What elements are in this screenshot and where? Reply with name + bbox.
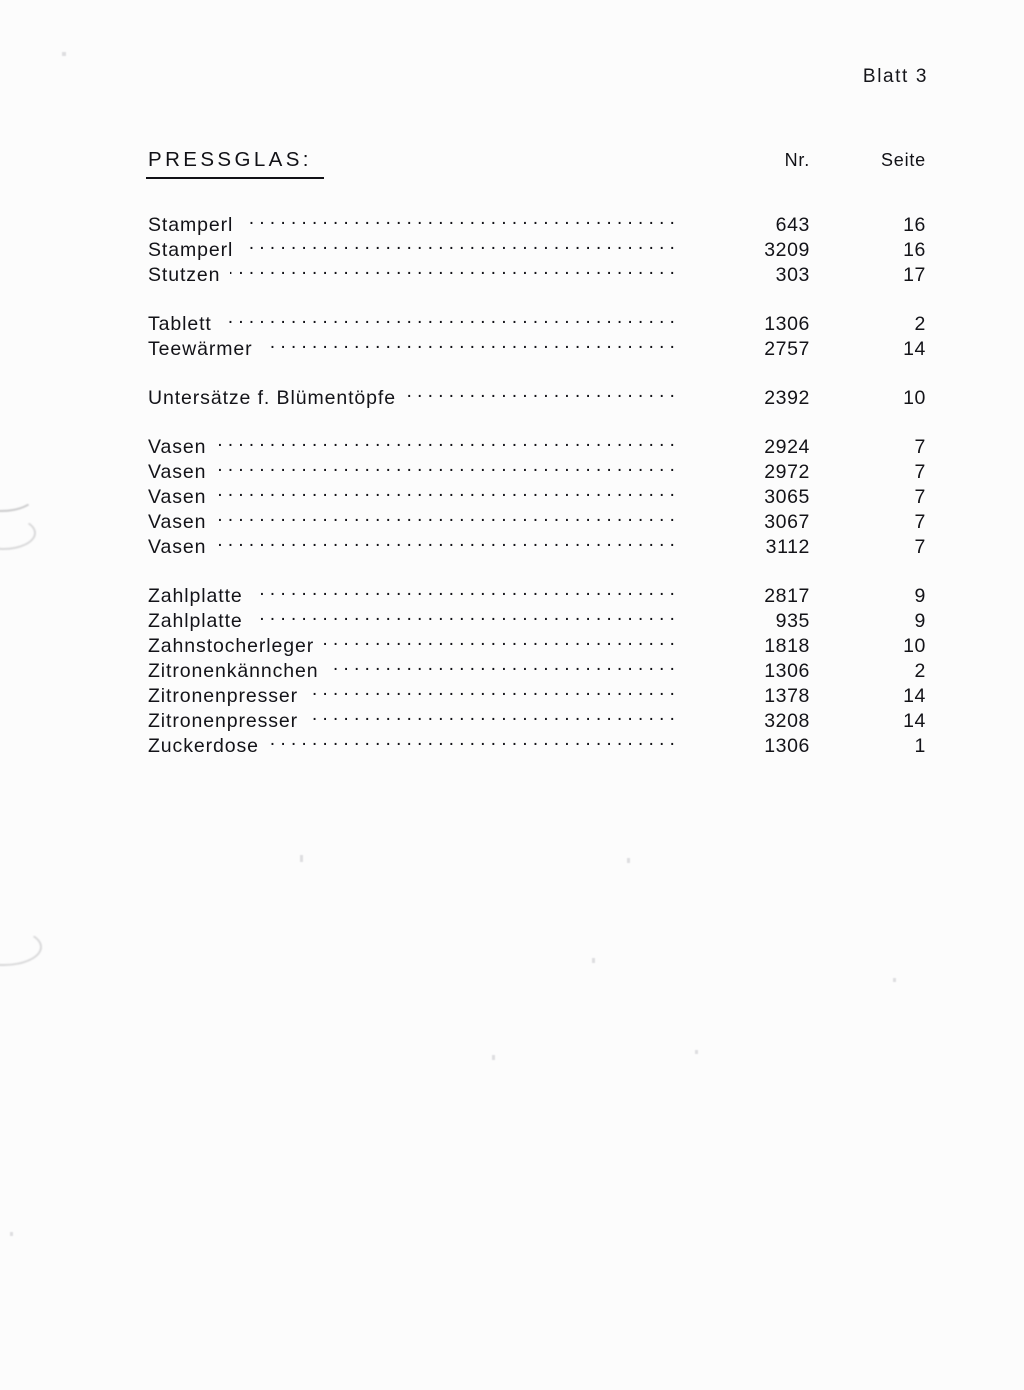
toc-group (0, 585, 1024, 760)
entry-nr: 643 (775, 214, 810, 236)
entry-seite: 14 (903, 685, 926, 707)
entry-label: Vasen (148, 436, 207, 458)
entry-label: Teewärmer (148, 338, 253, 360)
table-row (0, 338, 1024, 363)
entry-nr: 2924 (764, 436, 810, 458)
table-row (0, 313, 1024, 338)
entry-nr: 1306 (764, 735, 810, 757)
table-row (0, 585, 1024, 610)
dot-leader (253, 586, 680, 602)
column-header-nr: Nr. (784, 150, 810, 170)
entry-seite: 16 (903, 239, 926, 261)
entry-nr: 1818 (764, 635, 810, 657)
table-row (0, 610, 1024, 635)
scan-speck-2 (627, 858, 630, 863)
toc-group (0, 214, 1024, 289)
entry-label: Zahlplatte (148, 585, 243, 607)
entry-nr: 3112 (765, 536, 810, 558)
scan-speck-6 (695, 1050, 698, 1054)
dot-leader (329, 661, 680, 677)
entry-nr: 2972 (764, 461, 810, 483)
dot-leader (222, 314, 680, 330)
table-row (0, 536, 1024, 561)
table-row (0, 511, 1024, 536)
entry-seite: 7 (914, 461, 926, 483)
dot-leader (243, 215, 680, 231)
toc-header-row (0, 148, 1024, 182)
table-row (0, 486, 1024, 511)
dot-leader (216, 462, 680, 478)
entry-nr: 1306 (764, 660, 810, 682)
entry-seite: 9 (914, 610, 926, 632)
page-title: PRESSGLAS: (148, 148, 312, 171)
entry-seite: 7 (914, 486, 926, 508)
table-row (0, 461, 1024, 486)
entry-label: Vasen (148, 461, 207, 483)
entry-nr: 2757 (764, 338, 810, 360)
dot-leader (308, 711, 680, 727)
dot-leader (253, 611, 680, 627)
dot-leader (406, 388, 680, 404)
entry-nr: 3067 (764, 511, 810, 533)
table-row (0, 264, 1024, 289)
entry-label: Zitronenkännchen (148, 660, 319, 682)
entry-seite: 2 (914, 660, 926, 682)
entry-nr: 2817 (764, 585, 810, 607)
table-of-contents (0, 148, 1024, 760)
entry-seite: 14 (903, 338, 926, 360)
dot-leader (269, 736, 680, 752)
entry-seite: 2 (914, 313, 926, 335)
entry-seite: 10 (903, 387, 926, 409)
entry-seite: 9 (914, 585, 926, 607)
entry-label: Zahnstocherleger (148, 635, 315, 657)
entry-nr: 3065 (764, 486, 810, 508)
scan-artifact-ring-bottom (0, 928, 42, 966)
entry-label: Vasen (148, 486, 207, 508)
entry-nr: 3209 (764, 239, 810, 261)
entry-seite: 1 (914, 735, 926, 757)
entry-label: Stutzen (148, 264, 221, 286)
table-row (0, 436, 1024, 461)
dot-leader (216, 487, 680, 503)
scan-speck-8 (10, 1232, 13, 1236)
dot-leader (308, 686, 680, 702)
dot-leader (216, 437, 680, 453)
dot-leader (216, 537, 680, 553)
entry-label: Stamperl (148, 239, 234, 261)
entry-nr: 1306 (764, 313, 810, 335)
entry-seite: 7 (914, 436, 926, 458)
entry-label: Vasen (148, 536, 207, 558)
dot-leader (324, 636, 680, 652)
entry-label: Zitronenpresser (148, 710, 299, 732)
dot-leader (230, 265, 680, 281)
entry-seite: 14 (903, 710, 926, 732)
column-header-seite: Seite (880, 150, 926, 170)
table-row (0, 635, 1024, 660)
entry-label: Zitronenpresser (148, 685, 299, 707)
toc-group (0, 313, 1024, 363)
toc-group (0, 387, 1024, 412)
scan-speck-7 (62, 52, 66, 56)
scan-speck-4 (893, 978, 896, 982)
entry-seite: 16 (903, 214, 926, 236)
table-row (0, 660, 1024, 685)
table-row (0, 685, 1024, 710)
entry-label: Zahlplatte (148, 610, 243, 632)
table-row (0, 735, 1024, 760)
sheet-number-label: Blatt 3 (862, 66, 928, 87)
dot-leader (216, 512, 680, 528)
entry-label: Tablett (148, 313, 212, 335)
table-row (0, 239, 1024, 264)
entry-nr: 303 (775, 264, 810, 286)
toc-group (0, 436, 1024, 561)
table-row (0, 214, 1024, 239)
entry-seite: 10 (903, 635, 926, 657)
scan-speck-3 (592, 958, 595, 963)
entry-seite: 7 (914, 536, 926, 558)
entry-nr: 2392 (764, 387, 810, 409)
entry-label: Zuckerdose (148, 735, 259, 757)
entry-seite: 7 (914, 511, 926, 533)
scan-speck-1 (300, 855, 303, 862)
scan-speck-5 (492, 1055, 495, 1060)
entry-nr: 935 (775, 610, 810, 632)
entry-nr: 3208 (764, 710, 810, 732)
entry-label: Untersätze f. Blümentöpfe (148, 387, 396, 409)
entry-label: Vasen (148, 511, 207, 533)
entry-label: Stamperl (148, 214, 234, 236)
dot-leader (243, 240, 680, 256)
table-row (0, 387, 1024, 412)
table-row (0, 710, 1024, 735)
dot-leader (263, 339, 680, 355)
entry-nr: 1378 (764, 685, 810, 707)
entry-seite: 17 (903, 264, 926, 286)
